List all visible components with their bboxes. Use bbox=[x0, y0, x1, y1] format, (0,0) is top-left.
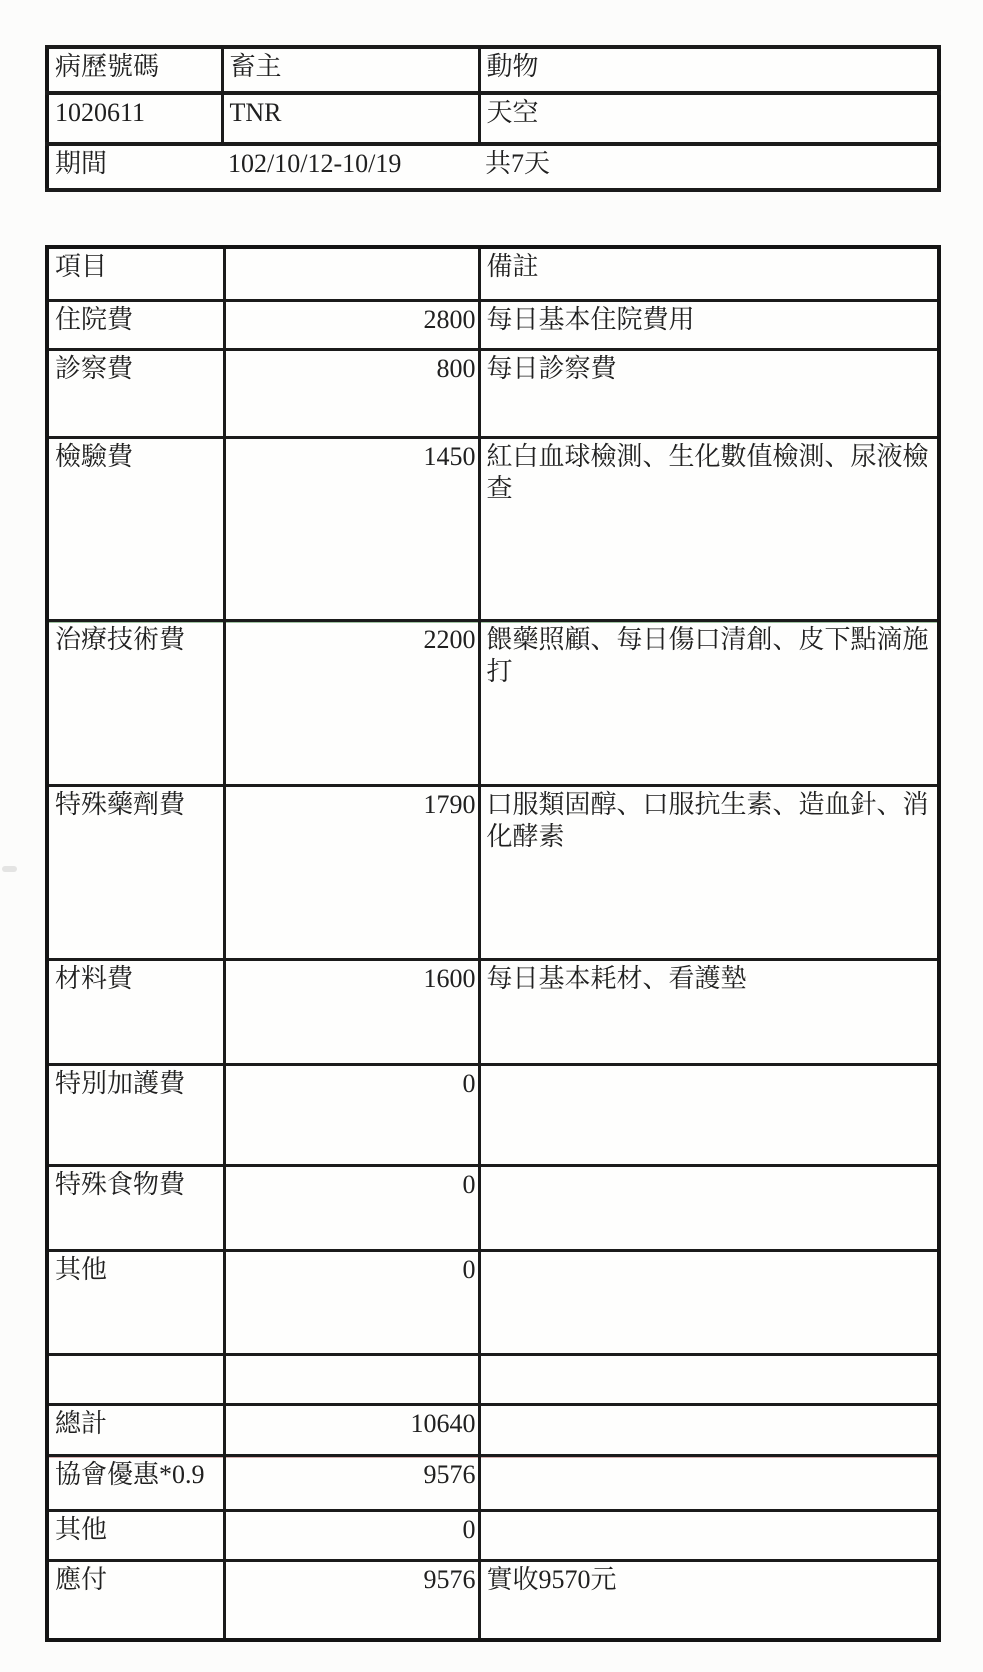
owner-cell: TNR bbox=[222, 93, 479, 144]
amount-cell: 0 bbox=[224, 1166, 479, 1251]
note-cell bbox=[479, 1065, 939, 1166]
item-cell: 檢驗費 bbox=[47, 438, 224, 621]
item-cell: 治療技術費 bbox=[47, 621, 224, 786]
note-header-cell: 備註 bbox=[479, 247, 939, 301]
note-cell: 實收9570元 bbox=[479, 1561, 939, 1641]
billing-row-other-2 bbox=[47, 1511, 939, 1561]
billing-row-empty bbox=[47, 1355, 939, 1405]
item-cell: 診察費 bbox=[47, 350, 224, 438]
period-row bbox=[47, 144, 939, 190]
note-cell: 每日診察費 bbox=[479, 350, 939, 438]
billing-row-special-food bbox=[47, 1166, 939, 1251]
amount-header-cell bbox=[224, 247, 479, 301]
record-number-header-cell: 病歷號碼 bbox=[47, 47, 222, 93]
period-label-cell: 期間 bbox=[47, 144, 222, 190]
amount-cell bbox=[224, 1355, 479, 1405]
note-cell bbox=[479, 1251, 939, 1355]
item-cell: 其他 bbox=[47, 1251, 224, 1355]
item-cell: 住院費 bbox=[47, 301, 224, 350]
billing-row-materials bbox=[47, 960, 939, 1065]
amount-cell: 1790 bbox=[224, 786, 479, 960]
amount-cell: 10640 bbox=[224, 1405, 479, 1456]
billing-row-total bbox=[47, 1405, 939, 1456]
item-header-cell: 項目 bbox=[47, 247, 224, 301]
amount-cell: 800 bbox=[224, 350, 479, 438]
item-cell: 協會優惠*0.9 bbox=[47, 1456, 224, 1511]
note-cell bbox=[479, 1511, 939, 1561]
record-number-cell: 1020611 bbox=[47, 93, 222, 144]
item-cell: 特殊食物費 bbox=[47, 1166, 224, 1251]
note-cell: 紅白血球檢測、生化數值檢測、尿液檢查 bbox=[479, 438, 939, 621]
amount-cell: 2800 bbox=[224, 301, 479, 350]
billing-row-treatment bbox=[47, 621, 939, 786]
billing-row-intensive-care bbox=[47, 1065, 939, 1166]
animal-cell: 天空 bbox=[479, 93, 939, 144]
owner-header-cell: 畜主 bbox=[222, 47, 479, 93]
note-cell: 每日基本耗材、看護墊 bbox=[479, 960, 939, 1065]
amount-cell: 1600 bbox=[224, 960, 479, 1065]
billing-row-hospitalization bbox=[47, 301, 939, 350]
billing-row-other bbox=[47, 1251, 939, 1355]
billing-row-association-discount bbox=[47, 1456, 939, 1511]
billing-row-special-drugs bbox=[47, 786, 939, 960]
period-days-cell: 共7天 bbox=[479, 144, 939, 190]
info-value-row bbox=[47, 93, 939, 144]
billing-table bbox=[45, 245, 941, 1642]
item-cell: 應付 bbox=[47, 1561, 224, 1641]
note-cell bbox=[479, 1355, 939, 1405]
note-cell bbox=[479, 1456, 939, 1511]
amount-cell: 1450 bbox=[224, 438, 479, 621]
item-cell: 特別加護費 bbox=[47, 1065, 224, 1166]
amount-cell: 2200 bbox=[224, 621, 479, 786]
note-cell bbox=[479, 1405, 939, 1456]
amount-cell: 9576 bbox=[224, 1561, 479, 1641]
billing-row-examination bbox=[47, 350, 939, 438]
amount-cell: 9576 bbox=[224, 1456, 479, 1511]
note-cell: 每日基本住院費用 bbox=[479, 301, 939, 350]
period-range-cell: 102/10/12-10/19 bbox=[222, 144, 479, 190]
item-cell: 其他 bbox=[47, 1511, 224, 1561]
billing-row-lab-tests bbox=[47, 438, 939, 621]
scan-smudge-mark bbox=[2, 866, 17, 872]
note-cell: 餵藥照顧、每日傷口清創、皮下點滴施打 bbox=[479, 621, 939, 786]
item-cell: 材料費 bbox=[47, 960, 224, 1065]
item-cell: 特殊藥劑費 bbox=[47, 786, 224, 960]
note-cell: 口服類固醇、口服抗生素、造血針、消化酵素 bbox=[479, 786, 939, 960]
amount-cell: 0 bbox=[224, 1065, 479, 1166]
patient-info-table bbox=[45, 45, 941, 192]
amount-cell: 0 bbox=[224, 1511, 479, 1561]
note-cell bbox=[479, 1166, 939, 1251]
billing-row-amount-due bbox=[47, 1561, 939, 1641]
billing-header-row bbox=[47, 247, 939, 301]
item-cell: 總計 bbox=[47, 1405, 224, 1456]
animal-header-cell: 動物 bbox=[479, 47, 939, 93]
info-header-row bbox=[47, 47, 939, 93]
amount-cell: 0 bbox=[224, 1251, 479, 1355]
item-cell bbox=[47, 1355, 224, 1405]
